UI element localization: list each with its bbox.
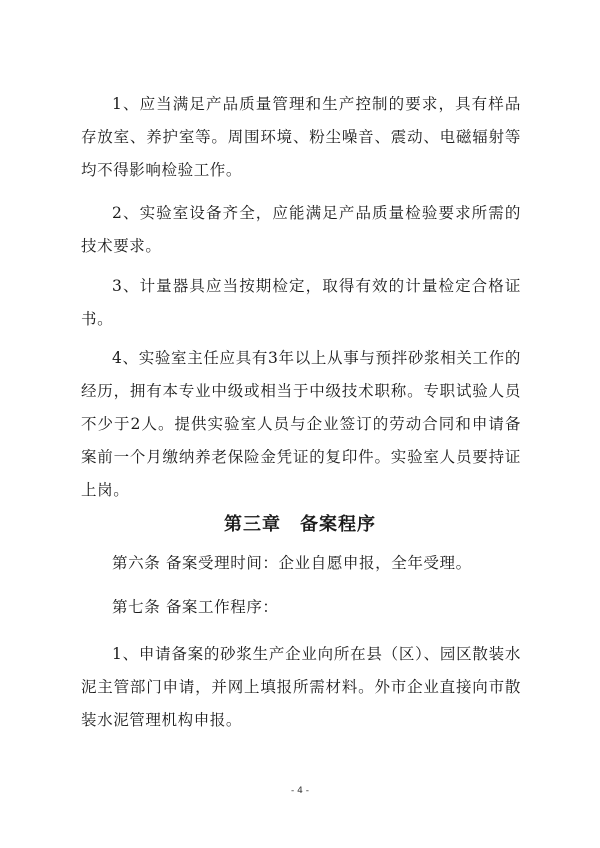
paragraph-text: 1、申请备案的砂浆生产企业向所在县（区）、园区散装水泥主管部门申请，并网上填报所需材料。外市企业直接向市散装水泥管理机构申报。 bbox=[81, 645, 521, 729]
paragraph-text: 1、应当满足产品质量管理和生产控制的要求，具有样品存放室、养护室等。周围环境、粉尘噪音、震动、电磁辐射等均不得影响检验工作。 bbox=[81, 95, 521, 179]
article-text: 第七条 备案工作程序： bbox=[112, 598, 279, 616]
paragraph-text: 2、实验室设备齐全，应能满足产品质量检验要求所需的技术要求。 bbox=[81, 204, 521, 255]
requirement-paragraph-4 bbox=[81, 342, 521, 507]
article-seven bbox=[81, 591, 521, 624]
paragraph-text: 4、实验室主任应具有3年以上从事与预拌砂浆相关工作的经历，拥有本专业中级或相当于中级技术职称。专职试验人员不少于2人。提供实验室人员与企业签订的劳动合同和申请备案前一个月缴纳养老保险金凭证的复印件。实验室人员要持证上岗。 bbox=[81, 349, 521, 499]
procedure-item-1 bbox=[81, 638, 521, 737]
requirement-paragraph-3 bbox=[81, 270, 521, 336]
article-text: 第六条 备案受理时间：企业自愿申报，全年受理。 bbox=[112, 554, 472, 572]
chapter-heading: 第三章 备案程序 bbox=[224, 514, 376, 535]
page-number: - 4 - bbox=[291, 786, 309, 796]
requirement-paragraph-2 bbox=[81, 197, 521, 263]
article-six bbox=[81, 547, 521, 580]
paragraph-text: 3、计量器具应当按期检定，取得有效的计量检定合格证书。 bbox=[81, 277, 521, 328]
requirement-paragraph-1 bbox=[81, 88, 521, 187]
